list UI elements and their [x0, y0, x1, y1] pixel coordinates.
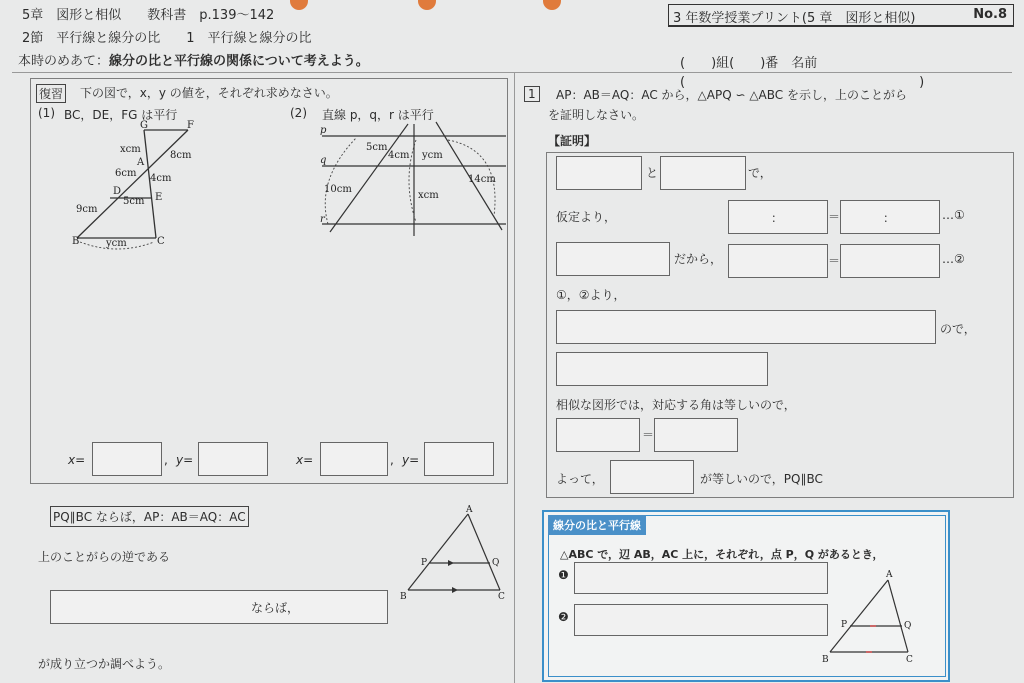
comma: , [390, 453, 394, 467]
proof-heading: 【証明】 [548, 134, 597, 148]
q2-condition: 直線 p，q，r は平行 [322, 108, 434, 122]
fig1-len-4: 4cm [150, 173, 172, 184]
name-line: ( )組( )番 名前( ) [680, 56, 925, 90]
equals: ＝ [642, 428, 655, 442]
q2-label: (2) [290, 106, 307, 120]
assume-label: 仮定より， [556, 210, 617, 224]
proof-blank-4[interactable] [728, 244, 828, 278]
proof-blank-2[interactable] [660, 156, 746, 190]
theorem-statement: PQ∥BC ならば，AP：AB＝AQ：AC [50, 506, 249, 527]
problem-text-2: を証明しなさい。 [548, 108, 645, 122]
q1-label: (1) [38, 106, 55, 120]
review-instruction: 下の図で，x，y の値を，それぞれ求めなさい。 [80, 86, 338, 100]
fig2-line-r: r [320, 214, 325, 225]
fig1-len-5: 5cm [123, 196, 145, 207]
top-rule [12, 72, 1012, 73]
problem-number: 1 [524, 86, 540, 102]
fig1-label-g: G [140, 120, 148, 131]
fig1-label-b: B [72, 236, 80, 247]
q1-x-answer[interactable] [92, 442, 162, 476]
sum-label-c: C [906, 655, 913, 665]
te-label: で， [748, 166, 772, 180]
fig1-label-d: D [113, 186, 122, 197]
fig1-len-x: xcm [120, 144, 141, 155]
fig1-label-f: F [187, 120, 194, 131]
proof-blank-7[interactable] [556, 352, 768, 386]
fig2-line-q: q [320, 155, 327, 166]
chapter-line: 5章 図形と相似 教科書 p.139～142 [22, 8, 275, 23]
sum-label-p: P [841, 620, 848, 630]
converse-intro: 上のことがらの逆である [38, 550, 171, 564]
lesson-goal [18, 50, 369, 69]
to-label: と [646, 166, 659, 180]
summary-blank-1[interactable] [574, 562, 828, 594]
fig2-len-14: 14cm [468, 174, 496, 185]
conclusion-label: が等しいので，PQ∥BC [700, 472, 823, 486]
review-tag: 復習 [36, 84, 66, 103]
problem-text-1: AP：AB＝AQ：AC から，△APQ ∽ △ABC を示し，上のことがら [556, 88, 907, 102]
q1-x-label: x= [68, 453, 86, 467]
fig2-len-5: 5cm [366, 142, 388, 153]
theorem-figure [396, 504, 512, 602]
mark-1: …① [942, 208, 965, 222]
angle-blank-2[interactable] [654, 418, 738, 452]
summary-intro: △ABC で，辺 AB，AC 上に，それぞれ，点 P，Q があるとき， [560, 548, 884, 561]
figure-2 [316, 120, 508, 238]
fig2-line-p: p [320, 125, 327, 136]
item1-marker: ❶ [558, 568, 569, 582]
proof-blank-3[interactable] [556, 242, 670, 276]
q2-y-answer[interactable] [424, 442, 494, 476]
check-text: が成り立つか調べよう。 [38, 657, 171, 671]
thm-label-c: C [498, 592, 505, 602]
thm-label-q: Q [492, 558, 500, 568]
summary-blank-2[interactable] [574, 604, 828, 636]
fig1-len-6: 6cm [115, 168, 137, 179]
q2-y-label: y= [402, 453, 420, 467]
node-label: ので， [940, 322, 976, 336]
punch-hole [290, 0, 308, 10]
fig1-label-a: A [137, 157, 145, 168]
sum-label-b: B [822, 655, 829, 665]
sum-label-a: A [886, 570, 893, 580]
ratio-blank-2[interactable] [840, 200, 940, 234]
sum-label-q: Q [904, 621, 912, 631]
dakara-label: だから， [674, 252, 723, 266]
fig1-len-9: 9cm [76, 204, 98, 215]
equals: ＝ [828, 210, 841, 224]
ratio-blank-1[interactable] [728, 200, 828, 234]
equals: ＝ [828, 254, 841, 268]
summary-figure [818, 566, 926, 666]
goal-prefix: 本時のめあて： [18, 54, 110, 69]
q1-y-answer[interactable] [198, 442, 268, 476]
q2-x-label: x= [296, 453, 314, 467]
fig1-label-e: E [155, 192, 163, 203]
fig2-len-x: xcm [418, 190, 439, 201]
fig2-len-y: ycm [422, 150, 443, 161]
similar-label: 相似な図形では，対応する角は等しいので， [556, 398, 796, 412]
colon: ： [883, 211, 896, 225]
angle-blank-1[interactable] [556, 418, 640, 452]
print-title-box [668, 4, 1014, 27]
mark-2: …② [942, 252, 965, 266]
punch-hole [418, 0, 436, 10]
proof-blank-6[interactable] [556, 310, 936, 344]
proof-blank-5[interactable] [840, 244, 940, 278]
yotte-label: よって， [556, 472, 604, 486]
punch-hole [543, 0, 561, 10]
fig1-label-c: C [157, 236, 165, 247]
q1-condition: BC，DE，FG は平行 [64, 108, 178, 122]
thm-label-a: A [466, 505, 473, 515]
fig2-len-4: 4cm [388, 150, 410, 161]
from12-label: ①，②より， [556, 288, 626, 302]
proof-blank-8[interactable] [610, 460, 694, 494]
thm-label-b: B [400, 592, 407, 602]
item2-marker: ❷ [558, 610, 569, 624]
figure-1 [60, 118, 210, 254]
fig2-len-10: 10cm [324, 184, 352, 195]
q2-x-answer[interactable] [320, 442, 388, 476]
proof-blank-1[interactable] [556, 156, 642, 190]
print-title: 3 年数学授業プリント(5 章 図形と相似) [673, 11, 916, 26]
section-line: 2節 平行線と線分の比 1 平行線と線分の比 [22, 31, 312, 46]
comma: , [164, 453, 168, 467]
fig1-len-y: ycm [106, 238, 127, 249]
colon: ： [771, 211, 784, 225]
page-divider [514, 72, 515, 683]
goal-text: 線分の比と平行線の関係について考えよう。 [109, 54, 369, 69]
fig1-len-8: 8cm [170, 150, 192, 161]
converse-answer[interactable] [50, 590, 388, 624]
q1-y-label: y= [176, 453, 194, 467]
summary-title: 線分の比と平行線 [548, 515, 646, 535]
naraba-label: ならば， [251, 601, 300, 615]
print-number: No.8 [973, 7, 1007, 22]
thm-label-p: P [421, 558, 428, 568]
